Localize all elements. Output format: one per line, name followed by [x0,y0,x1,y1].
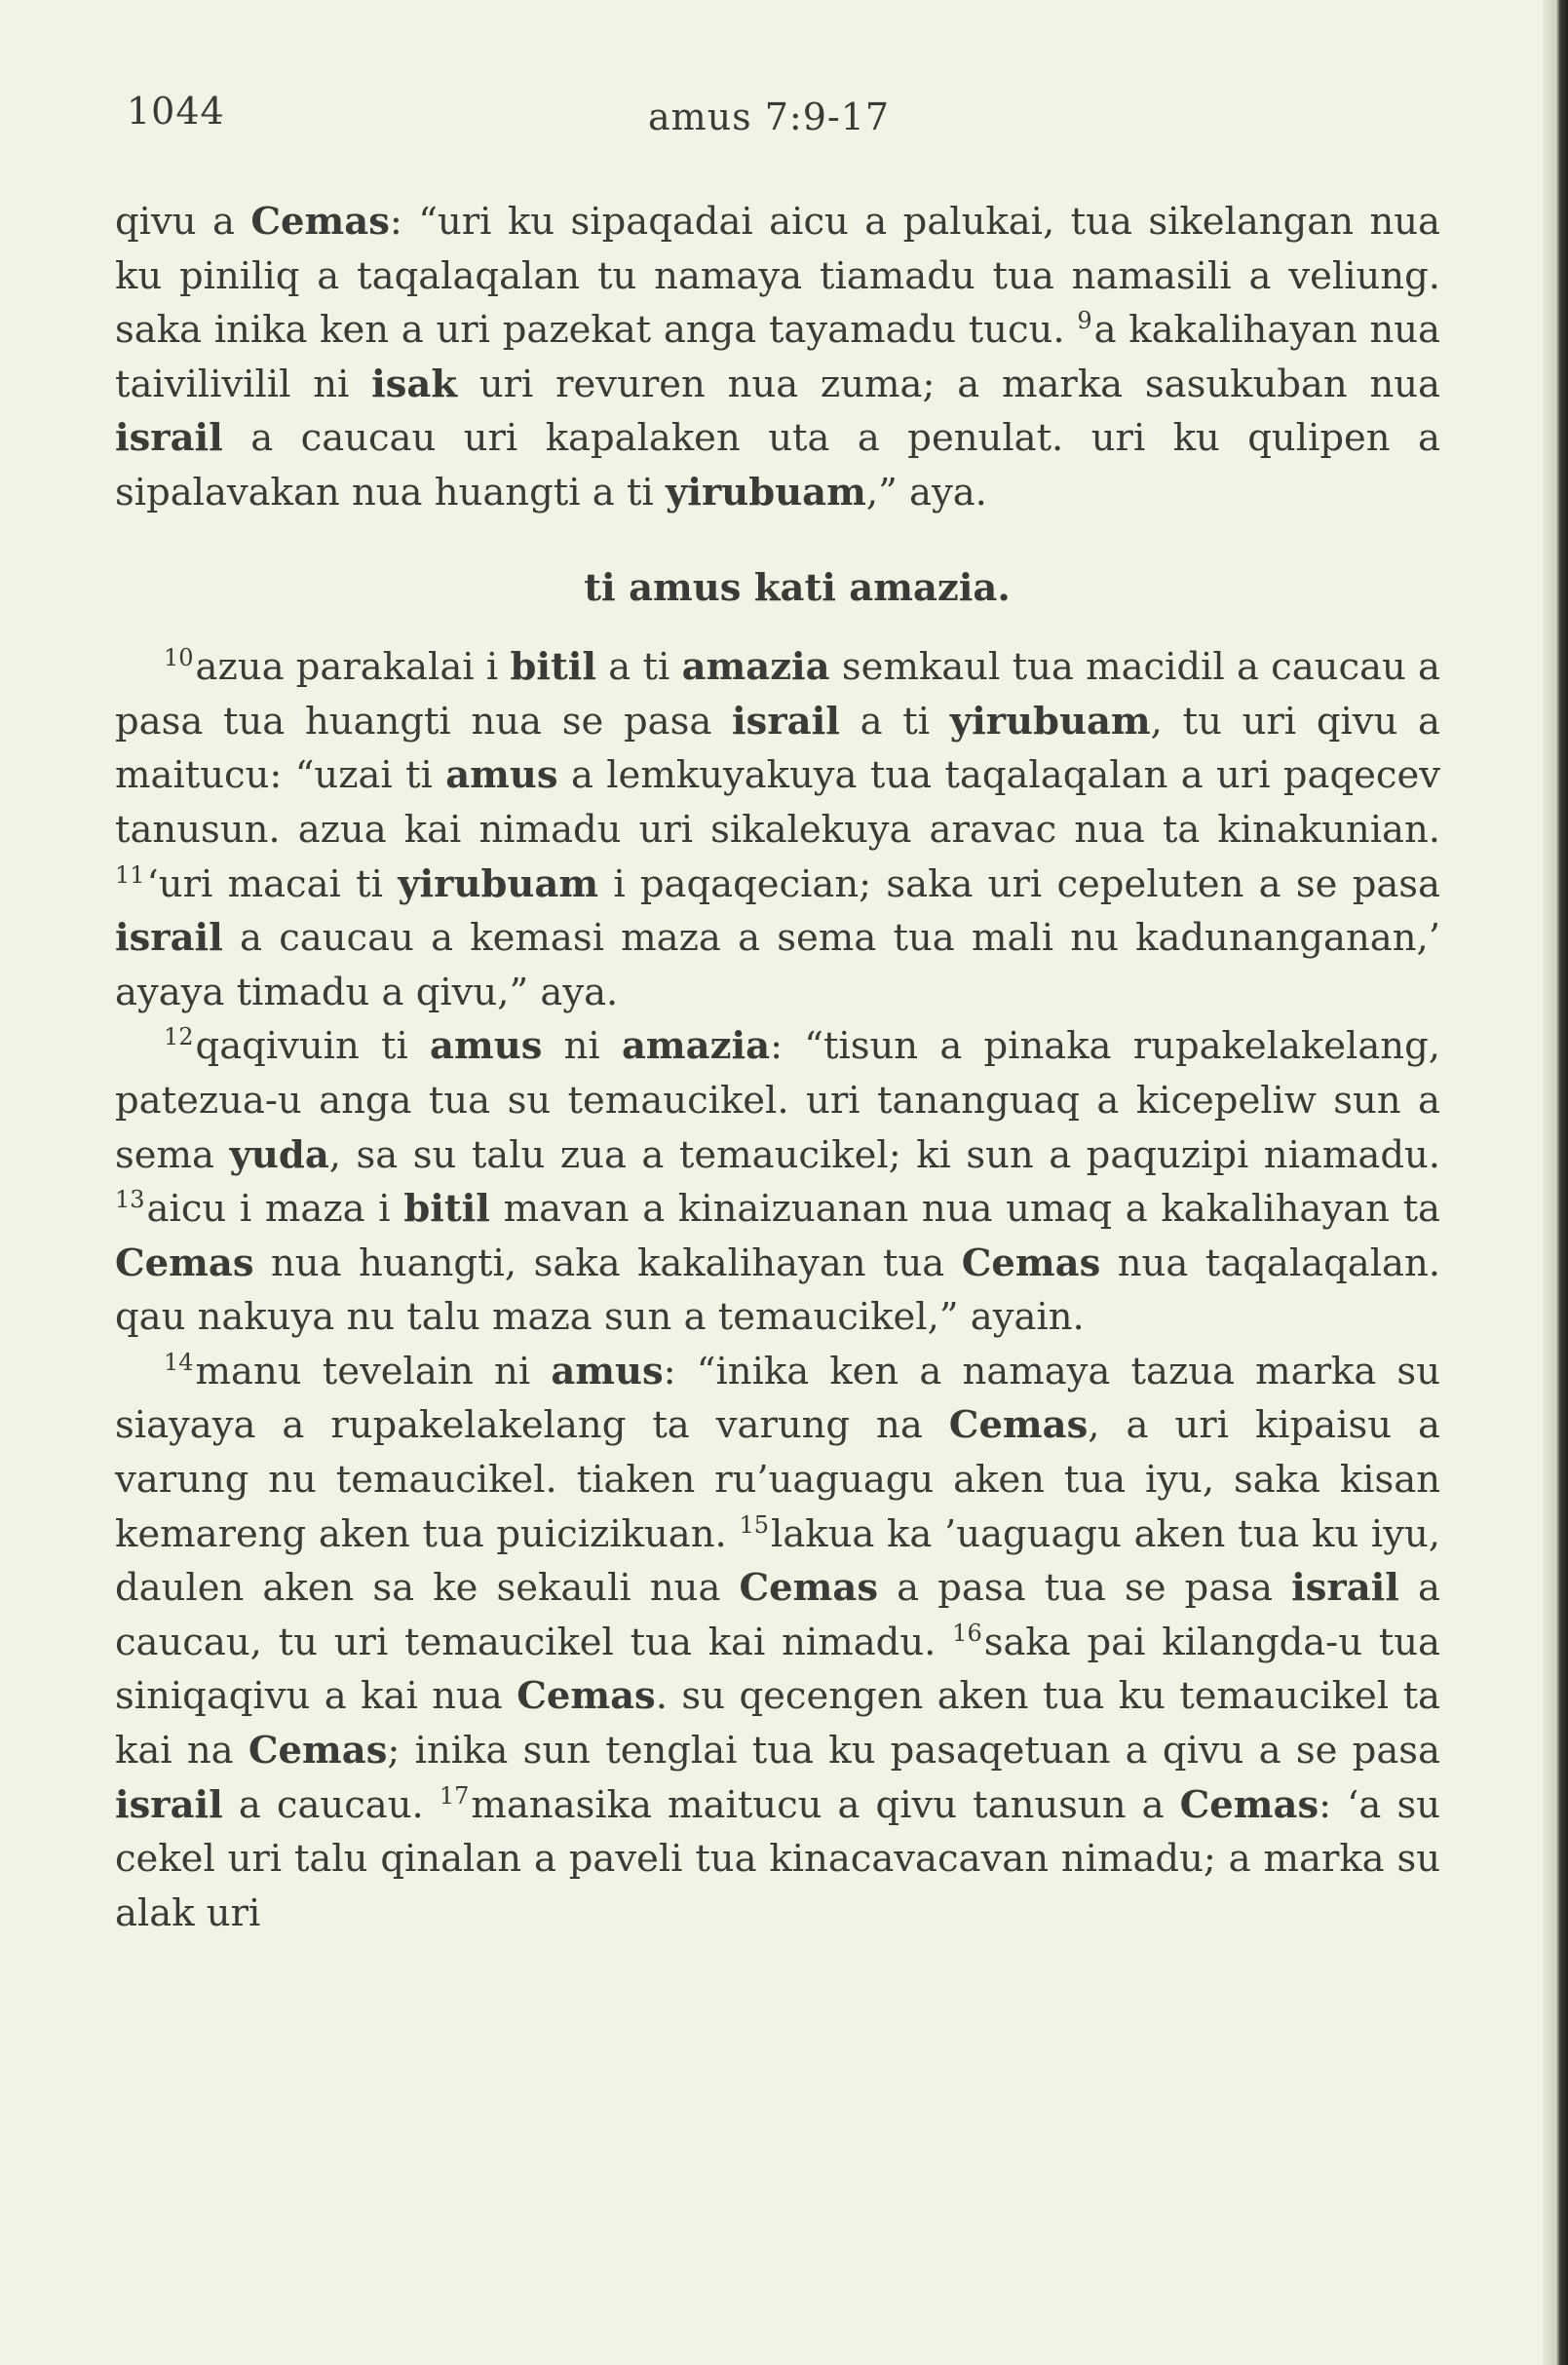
bold-name: israil [732,699,840,744]
text-run: azua parakalai i [195,645,511,690]
text-run: a lemkuyakuya tua taqalaqalan a uri paqecev tanusun. azua kai nimadu uri sikalekuya aravac nua ta kinakunian. [115,753,1440,852]
verse-number: 9 [1077,307,1092,335]
text-run: a ti [839,699,950,744]
text-run: aicu i maza i [146,1187,404,1232]
text-run: qaqivuin ti [195,1024,431,1069]
text-run: a pasa tua se pasa [878,1566,1292,1611]
text-run: manasika maitucu a qivu tanusun a [471,1782,1180,1827]
bold-name: Cemas [516,1674,656,1719]
section-heading: ti amus kati amazia. [584,565,1011,610]
bold-name: Cemas [115,1240,254,1285]
verse-number: 17 [439,1781,470,1810]
bold-name: bitil [510,645,597,690]
text-run: i paqaqecian; saka uri cepeluten a se pasa [598,861,1440,906]
text-run: saka pai kilangda-u tua siniqaqivu a kai nua [115,1620,1441,1719]
bold-name: yuda [229,1132,329,1177]
bold-name: amazia [621,1024,771,1069]
text-run: ; inika sun tenglai tua ku pasaqetuan a qivu a se pasa [387,1729,1440,1774]
page-header [0,90,1540,148]
bold-name: Cemas [250,200,390,244]
bold-name: israil [115,916,223,961]
text-run: : “uri ku sipaqadai aicu a palukai, tua sikelangan nua ku piniliq a taqalaqalan tu namaya tiamadu tua namasili a veliung. saka inika ken a uri pazekat anga tayamadu tucu. [115,200,1440,353]
bold-name: Cemas [961,1240,1101,1285]
bold-name: Cemas [248,1729,388,1774]
bold-name: isak [371,362,458,406]
verse-number: 14 [164,1348,194,1376]
paragraph-1 [115,195,1440,520]
running-head: amus 7:9-17 [648,95,891,138]
bold-name: israil [115,1782,223,1827]
text-run: manu tevelain ni [195,1349,552,1393]
text-run: . su qecengen aken tua ku temaucikel ta kai na [115,1674,1440,1774]
text-run: , tu uri qivu a maitucu: “uzai ti [115,699,1441,798]
paragraph-3 [115,1019,1440,1345]
text-run: , a uri kipaisu a varung nu temaucikel. tiaken ru’uaguagu aken tua iyu, saka kisan kemareng aken tua puicizikuan. [115,1403,1440,1556]
text-run: qivu a [115,200,251,244]
text-run: nua huangti, saka kakalihayan tua [253,1240,962,1285]
bold-name: yirubuam [949,699,1151,744]
text-run: mavan a kinaizuanan nua umaq a kakalihayan ta [489,1187,1440,1232]
verse-number: 15 [739,1510,769,1539]
text-run: a caucau, tu uri temaucikel tua kai nimadu. [115,1566,1441,1664]
verse-number: 11 [115,860,145,889]
text-run: nua taqalaqalan. qau nakuya nu talu maza sun a temaucikel,” ayain. [115,1240,1440,1340]
bold-name: amazia [681,645,830,690]
bold-name: amus [430,1024,543,1069]
text-run: ni [542,1024,622,1069]
text-run: a caucau uri kapalaken uta a penulat. uri ku qulipen a sipalavakan nua huangti a ti [115,416,1440,515]
text-run: a caucau a kemasi maza a sema tua mali nu kadunanganan,’ ayaya timadu a qivu,” aya. [115,916,1440,1014]
text-run: : ‘a su cekel uri talu qinalan a paveli tua kinacavacavan nimadu; a marka su alak uri [115,1782,1440,1935]
text-run: a kakalihayan nua taivilivilil ni [115,308,1440,406]
bold-name: bitil [403,1187,490,1232]
bold-name: yirubuam [665,470,866,515]
bold-name: yirubuam [398,861,599,906]
text-run: a ti [596,645,682,690]
bold-name: Cemas [739,1566,879,1611]
verse-number: 16 [952,1619,982,1647]
text-run: : “tisun a pinaka rupakelakelang, patezua-u anga tua su temaucikel. uri tananguaq a kicepeliw sun a sema [115,1024,1440,1177]
text-run: ,” aya. [865,470,987,515]
page-edge [1543,0,1568,2365]
text-run: a caucau. [222,1782,440,1827]
page-number: 1044 [127,90,225,133]
bold-name: israil [115,416,223,461]
verse-number: 10 [164,644,194,672]
verse-number: 13 [115,1186,145,1214]
paragraph-4 [115,1345,1440,1941]
bold-name: amus [551,1349,664,1393]
bold-name: israil [1291,1566,1399,1611]
text-run: lakua ka ’uaguagu aken tua ku iyu, daulen aken sa ke sekauli nua [115,1511,1440,1611]
paragraph-2 [115,640,1440,1019]
bold-name: Cemas [1179,1782,1319,1827]
verse-number: 12 [164,1023,194,1051]
text-run: , sa su talu zua a temaucikel; ki sun a paquzipi niamadu. [328,1132,1440,1177]
text-run: : “inika ken a namaya tazua marka su siayaya a rupakelakelang ta varung na [115,1349,1440,1448]
bold-name: Cemas [948,1403,1089,1448]
text-run: uri revuren nua zuma; a marka sasukuban nua [457,362,1440,406]
bold-name: amus [445,753,558,798]
text-run: semkaul tua macidil a caucau a pasa tua huangti nua se pasa [115,645,1440,744]
body-text [115,195,1440,1940]
text-run: ‘uri macai ti [146,861,399,906]
